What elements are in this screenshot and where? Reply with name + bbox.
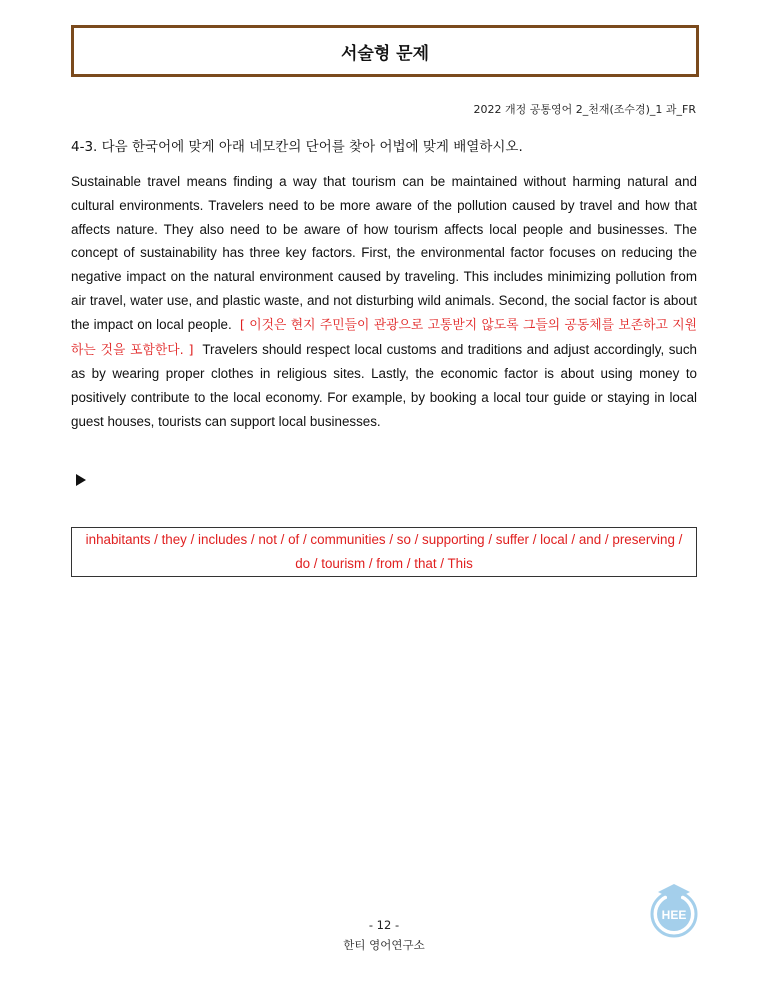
section-title-box — [71, 25, 699, 77]
hee-logo — [640, 876, 708, 944]
passage-korean-highlight: [ 이것은 현지 주민들이 관광으로 고통받지 않도록 그들의 공동체를 보존하고 지원하는 것을 포함한다. ] — [71, 317, 697, 358]
cap-band — [667, 895, 681, 901]
word-bank: inhabitants / they / includes / not / of / communities / so / supporting / suffer / local / and / preserving / do / tourism / from / that / This — [85, 532, 683, 571]
logo-text: HEE — [661, 908, 687, 922]
word-bank-box — [71, 527, 697, 577]
question-prompt: 4-3. 다음 한국어에 맞게 아래 네모칸의 단어를 찾아 어법에 맞게 배열하시오. — [71, 139, 523, 155]
source-line: 2022 개정 공통영어 2_천재(조수경)_1 과_FR — [473, 103, 696, 116]
footer-label: 한티 영어연구소 — [343, 938, 425, 952]
passage-text-after: Travelers should respect local customs and traditions and adjust accordingly, such as by wearing proper clothes in religious sites. Lastly, the economic factor is about using money to positively contribute to the local economy. For example, by booking a local tour guide or staying in local guest houses, tourists can support local businesses. — [71, 341, 697, 429]
answer-arrow-icon — [76, 474, 86, 486]
page-number: - 12 - — [368, 918, 400, 932]
reading-passage — [71, 170, 697, 434]
section-title: 서술형 문제 — [340, 43, 430, 64]
passage-text-before: Sustainable travel means finding a way that tourism can be maintained without harming natural and cultural environments. Travelers need to be more aware of the pollution caused by travel and how that affects nature. They also need to be aware of how tourism affects local people and businesses. The concept of sustainability has three key factors. First, the environmental factor focuses on reducing the negative impact on the natural environment caused by traveling. This includes minimizing pollution from air travel, water use, and plastic waste, and not disturbing wild animals. Second, the social factor is about the impact on local people. — [71, 174, 697, 332]
